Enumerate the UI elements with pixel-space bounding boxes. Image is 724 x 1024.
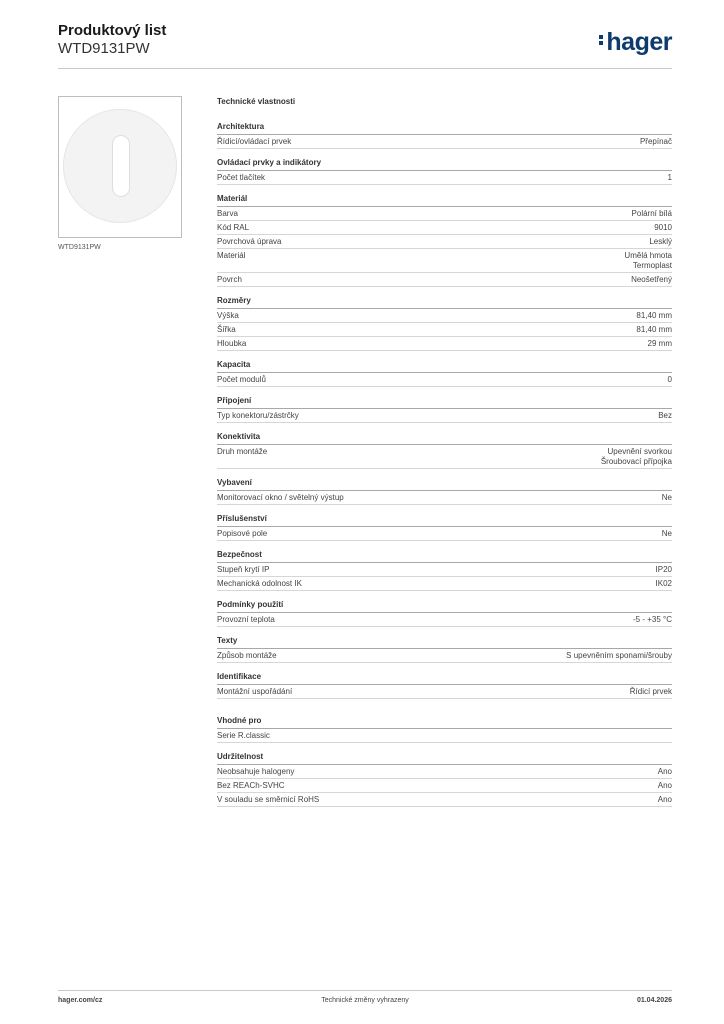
property-value — [662, 493, 672, 503]
property-value — [630, 687, 672, 697]
property-row — [217, 337, 672, 351]
footer-date: 01.04.2026 — [636, 997, 672, 1004]
property-value-line: IK02 — [655, 579, 672, 588]
properties-section — [217, 194, 672, 287]
rotary-switch-handle — [112, 135, 130, 197]
property-label: Povrch — [217, 275, 242, 284]
property-value — [636, 311, 672, 321]
property-label: Montážní uspořádání — [217, 687, 293, 696]
section-heading: Ovládací prvky a indikátory — [217, 158, 672, 171]
property-label: Provozní teplota — [217, 615, 275, 624]
property-label: Druh montáže — [217, 447, 268, 456]
properties-section — [217, 636, 672, 663]
footer-website: hager.com/cz — [58, 997, 103, 1004]
property-value — [601, 447, 672, 467]
property-label: Počet modulů — [217, 375, 266, 384]
property-value — [636, 325, 672, 335]
properties-section — [217, 296, 672, 351]
properties-section — [217, 672, 672, 699]
properties-section — [217, 550, 672, 591]
property-value-line: Polární bílá — [631, 209, 672, 218]
property-value-line: Termoplast — [632, 261, 672, 270]
property-row — [217, 409, 672, 423]
property-value — [654, 223, 672, 233]
property-value — [658, 795, 672, 805]
property-value-line: Bez — [658, 411, 672, 420]
property-value — [631, 275, 672, 285]
property-value-line: Řídicí prvek — [629, 687, 672, 696]
property-row — [217, 235, 672, 249]
property-value — [668, 375, 672, 385]
property-row — [217, 779, 672, 793]
property-label: Šířka — [217, 325, 236, 334]
property-row — [217, 793, 672, 807]
properties-section — [217, 716, 672, 743]
logo-dots-icon — [599, 33, 605, 47]
property-label: Kód RAL — [217, 223, 250, 232]
property-value-line: 1 — [667, 173, 672, 182]
property-label: Počet tlačítek — [217, 173, 266, 182]
property-value-line: 81,40 mm — [636, 311, 672, 320]
property-value — [632, 209, 672, 219]
properties-section — [217, 600, 672, 627]
property-value-line: Upevnění svorkou — [607, 447, 672, 456]
property-value — [656, 565, 672, 575]
section-heading: Bezpečnost — [217, 550, 672, 563]
property-value-line: 81,40 mm — [636, 325, 672, 334]
properties-section — [217, 122, 672, 149]
property-value-line: Ano — [657, 767, 672, 776]
section-heading: Vhodné pro — [217, 716, 672, 729]
property-value-line: Šroubovací přípojka — [600, 457, 672, 466]
properties-section — [217, 432, 672, 469]
property-label: Typ konektoru/zástrčky — [217, 411, 299, 420]
property-label: Popisové pole — [217, 529, 268, 538]
property-row — [217, 207, 672, 221]
property-value-line: Ne — [661, 529, 672, 538]
property-value-line: Lesklý — [649, 237, 672, 246]
property-row — [217, 309, 672, 323]
logo-text: hager — [606, 28, 672, 56]
property-value — [566, 651, 672, 661]
property-row — [217, 527, 672, 541]
section-heading: Materiál — [217, 194, 672, 207]
properties-section — [217, 514, 672, 541]
property-label: Výška — [217, 311, 239, 320]
property-row — [217, 221, 672, 235]
property-row — [217, 171, 672, 185]
property-value-line: IP20 — [655, 565, 672, 574]
property-label: Způsob montáže — [217, 651, 277, 660]
property-label: Stupeň krytí IP — [217, 565, 270, 574]
properties-sections — [217, 122, 672, 807]
property-label: Řídicí/ovládací prvek — [217, 137, 292, 146]
property-value — [658, 411, 672, 421]
property-value — [649, 237, 672, 247]
section-heading: Konektivita — [217, 432, 672, 445]
property-row — [217, 563, 672, 577]
property-value — [658, 767, 672, 777]
rotary-switch-cover-icon — [63, 109, 177, 223]
properties-section — [217, 396, 672, 423]
section-heading: Kapacita — [217, 360, 672, 373]
property-row — [217, 685, 672, 699]
section-heading: Vybavení — [217, 478, 672, 491]
product-code: WTD9131PW — [58, 40, 150, 57]
header-divider — [58, 68, 672, 69]
product-image — [58, 96, 182, 238]
property-label: Neobsahuje halogeny — [217, 767, 295, 776]
property-value-line: Ano — [657, 795, 672, 804]
property-value — [662, 529, 672, 539]
section-heading: Udržitelnost — [217, 752, 672, 765]
property-row — [217, 135, 672, 149]
property-value-line: 9010 — [654, 223, 672, 232]
properties-section — [217, 360, 672, 387]
section-heading: Identifikace — [217, 672, 672, 685]
section-heading: Připojení — [217, 396, 672, 409]
section-heading: Rozměry — [217, 296, 672, 309]
property-label: Monitorovací okno / světelný výstup — [217, 493, 344, 502]
footer-divider — [58, 990, 672, 991]
property-label: Barva — [217, 209, 238, 218]
property-row — [217, 273, 672, 287]
property-row — [217, 577, 672, 591]
document-title: Produktový list — [58, 22, 167, 39]
property-value — [668, 173, 672, 183]
property-value-line: 0 — [667, 375, 672, 384]
property-label: Serie R.classic — [217, 731, 270, 740]
section-heading: Příslušenství — [217, 514, 672, 527]
property-value — [656, 579, 672, 589]
property-row — [217, 491, 672, 505]
property-value-line: 29 mm — [647, 339, 672, 348]
section-heading: Architektura — [217, 122, 672, 135]
property-value-line: S upevněním sponami/šrouby — [566, 651, 672, 660]
property-row — [217, 249, 672, 273]
property-value-line: Umělá hmota — [624, 251, 672, 260]
section-heading: Texty — [217, 636, 672, 649]
property-label: Bez REACh-SVHC — [217, 781, 285, 790]
property-row — [217, 445, 672, 469]
property-label: Materiál — [217, 251, 246, 260]
property-value-line: Ano — [657, 781, 672, 790]
properties-title: Technické vlastnosti — [217, 97, 296, 106]
properties-section — [217, 752, 672, 807]
technical-properties — [217, 97, 672, 816]
property-value-line: Neošetřený — [631, 275, 672, 284]
property-row — [217, 373, 672, 387]
property-value — [648, 339, 672, 349]
property-value — [640, 137, 672, 147]
property-value-line: Přepínač — [639, 137, 672, 146]
property-value-line: -5 - +35 °C — [633, 615, 672, 624]
property-row — [217, 765, 672, 779]
property-row — [217, 729, 672, 743]
footer-note: Technické změny vyhrazeny — [321, 997, 409, 1004]
property-value — [624, 251, 672, 271]
property-row — [217, 649, 672, 663]
property-value — [658, 781, 672, 791]
property-value — [633, 615, 672, 625]
product-image-caption: WTD9131PW — [58, 244, 101, 251]
hager-logo — [599, 28, 672, 57]
page-header — [58, 22, 672, 70]
property-label: Mechanická odolnost IK — [217, 579, 302, 588]
property-label: V souladu se směrnicí RoHS — [217, 795, 320, 804]
property-label: Hloubka — [217, 339, 247, 348]
section-heading: Podmínky použití — [217, 600, 672, 613]
property-row — [217, 323, 672, 337]
properties-section — [217, 158, 672, 185]
property-row — [217, 613, 672, 627]
properties-section — [217, 478, 672, 505]
property-value-line: Ne — [661, 493, 672, 502]
property-label: Povrchová úprava — [217, 237, 282, 246]
